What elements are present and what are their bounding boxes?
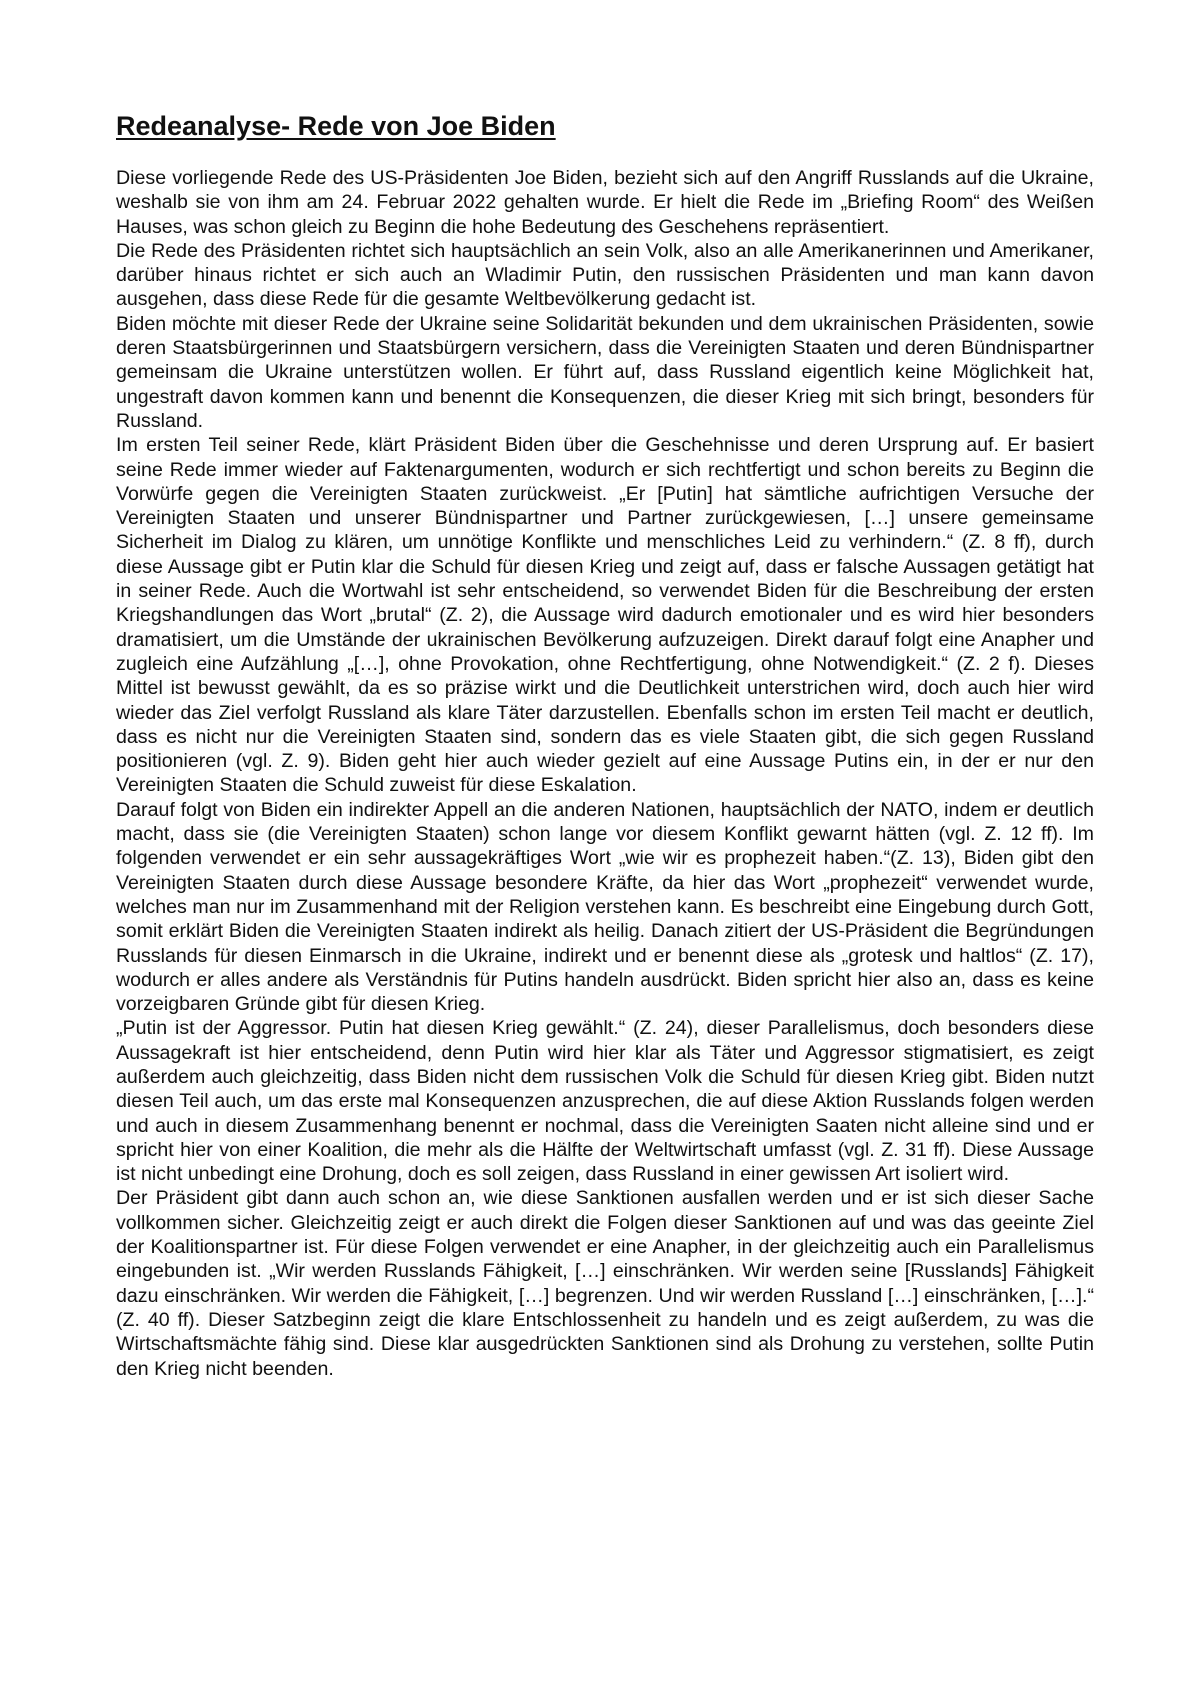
document-title: Redeanalyse- Rede von Joe Biden xyxy=(116,111,556,141)
paragraph-intention: Biden möchte mit dieser Rede der Ukraine seine Solidarität bekunden und dem ukrainischen Präsidenten, sowie deren Staatsbürgerinnen und Staatsbürgern versichern, dass die Vereinigten Staaten und deren Bündnispartner gemeinsam die Ukraine unterstützen wollen. Er führt auf, dass Russland eigentlich keine Möglichkeit hat, ungestraft davon kommen kann und benennt die Konsequenzen, die dieser Krieg mit sich bringt, besonders für Russland. xyxy=(116,312,1094,432)
paragraph-sanctions: Der Präsident gibt dann auch schon an, wie diese Sanktionen ausfallen werden und er ist sich dieser Sache vollkommen sicher. Gleichzeitig zeigt er auch direkt die Folgen dieser Sanktionen auf und was das geeinte Ziel der Koalitionspartner ist. Für diese Folgen verwendet er eine Anapher, in der gleichzeitig auch ein Parallelismus eingebunden ist. „Wir werden Russlands Fähigkeit, […] einschränken. Wir werden seine [Russlands] Fähigkeit dazu einschränken. Wir werden die Fähigkeit, […] begrenzen. Und wir werden Russland […] einschränken, […].“ (Z. 40 ff). Dieser Satzbeginn zeigt die klare Entschlossenheit zu handeln und es zeigt außerdem, zu was die Wirtschaftsmächte fähig sind. Diese klar ausgedrückten Sanktionen sind als Drohung zu verstehen, sollte Putin den Krieg nicht beenden. xyxy=(116,1187,1094,1380)
paragraph-intro: Diese vorliegende Rede des US-Präsidenten Joe Biden, bezieht sich auf den Angriff Russlands auf die Ukraine, weshalb sie von ihm am 24. Februar 2022 gehalten wurde. Er hielt die Rede im „Briefing Room“ des Weißen Hauses, was schon gleich zu Beginn die hohe Bedeutung des Geschehens repräsentiert. xyxy=(116,167,1094,238)
paragraph-aggressor: „Putin ist der Aggressor. Putin hat diesen Krieg gewählt.“ (Z. 24), dieser Parallelismus, doch besonders diese Aussagekraft ist hier entscheidend, denn Putin wird hier klar als Täter und Aggressor stigmatisiert, es zeigt außerdem auch gleichzeitig, dass Biden nicht dem russischen Volk die Schuld für diesen Krieg gibt. Biden nutzt diesen Teil auch, um das erste mal Konsequenzen anzusprechen, die auf diese Aktion Russlands folgen werden und auch in diesem Zusammenhang benennt er nochmal, dass die Vereinigten Saaten nicht alleine sind und er spricht hier von einer Koalition, die mehr als die Hälfte der Weltwirtschaft umfasst (vgl. Z. 31 ff). Diese Aussage ist nicht unbedingt eine Drohung, doch es soll zeigen, dass Russland in einer gewissen Art isoliert wird. xyxy=(116,1017,1094,1186)
paragraph-audience: Die Rede des Präsidenten richtet sich hauptsächlich an sein Volk, also an alle Amerikanerinnen und Amerikaner, darüber hinaus richtet er sich auch an Wladimir Putin, den russischen Präsidenten und man kann davon ausgehen, dass diese Rede für die gesamte Weltbevölkerung gedacht ist. xyxy=(116,239,1094,311)
document-page xyxy=(116,110,1094,1381)
paragraph-first-part: Im ersten Teil seiner Rede, klärt Präsident Biden über die Geschehnisse und deren Ursprung auf. Er basiert seine Rede immer wieder auf Faktenargumenten, wodurch er sich rechtfertigt und schon bereits zu Beginn die Vorwürfe gegen die Vereinigten Staaten zurückweist. „Er [Putin] hat sämtliche aufrichtigen Versuche der Vereinigten Staaten und unserer Bündnispartner und Partner zurückgewiesen, […] unsere gemeinsame Sicherheit im Dialog zu klären, um unnötige Konflikte und menschliches Leid zu verhindern.“ (Z. 8 ff), durch diese Aussage gibt er Putin klar die Schuld für diesen Krieg und zeigt auf, dass er falsche Aussagen getätigt hat in seiner Rede. Auch die Wortwahl ist sehr entscheidend, so verwendet Biden für die Beschreibung der ersten Kriegshandlungen das Wort „brutal“ (Z. 2), die Aussage wird dadurch emotionaler und es wird hier besonders dramatisiert, um die Umstände der ukrainischen Bevölkerung aufzuzeigen. Direkt darauf folgt eine Anapher und zugleich eine Aufzählung „[…], ohne Provokation, ohne Rechtfertigung, ohne Notwendigkeit.“ (Z. 2 f). Dieses Mittel ist bewusst gewählt, da es so präzise wirkt und die Deutlichkeit unterstrichen wird, doch auch hier wird wieder das Ziel verfolgt Russland als klare Täter darzustellen. Ebenfalls schon im ersten Teil macht er deutlich, dass es nicht nur die Vereinigten Staaten sind, sondern das es viele Staaten gibt, die sich gegen Russland positionieren (vgl. Z. 9). Biden geht hier auch wieder gezielt auf eine Aussage Putins ein, in der er nur den Vereinigten Staaten die Schuld zuweist für diese Eskalation. xyxy=(116,434,1094,797)
paragraph-appeal: Darauf folgt von Biden ein indirekter Appell an die anderen Nationen, hauptsächlich der NATO, indem er deutlich macht, dass sie (die Vereinigten Staaten) schon lange vor diesem Konflikt gewarnt hätten (vgl. Z. 12 ff). Im folgenden verwendet er ein sehr aussagekräftiges Wort „wie wir es prophezeit haben.“(Z. 13), Biden gibt den Vereinigten Staaten durch diese Aussage besondere Kräfte, da hier das Wort „prophezeit“ verwendet wurde, welches man nur im Zusammenhand mit der Religion verstehen kann. Es beschreibt eine Eingebung durch Gott, somit erklärt Biden die Vereinigten Staaten indirekt als heilig. Danach zitiert der US-Präsident die Begründungen Russlands für diesen Einmarsch in die Ukraine, indirekt und er benennt diese als „grotesk und haltlos“ (Z. 17), wodurch er alles andere als Verständnis für Putins handeln ausdrückt. Biden spricht hier also an, dass es keine vorzeigbaren Gründe gibt für diesen Krieg. xyxy=(116,798,1094,1016)
